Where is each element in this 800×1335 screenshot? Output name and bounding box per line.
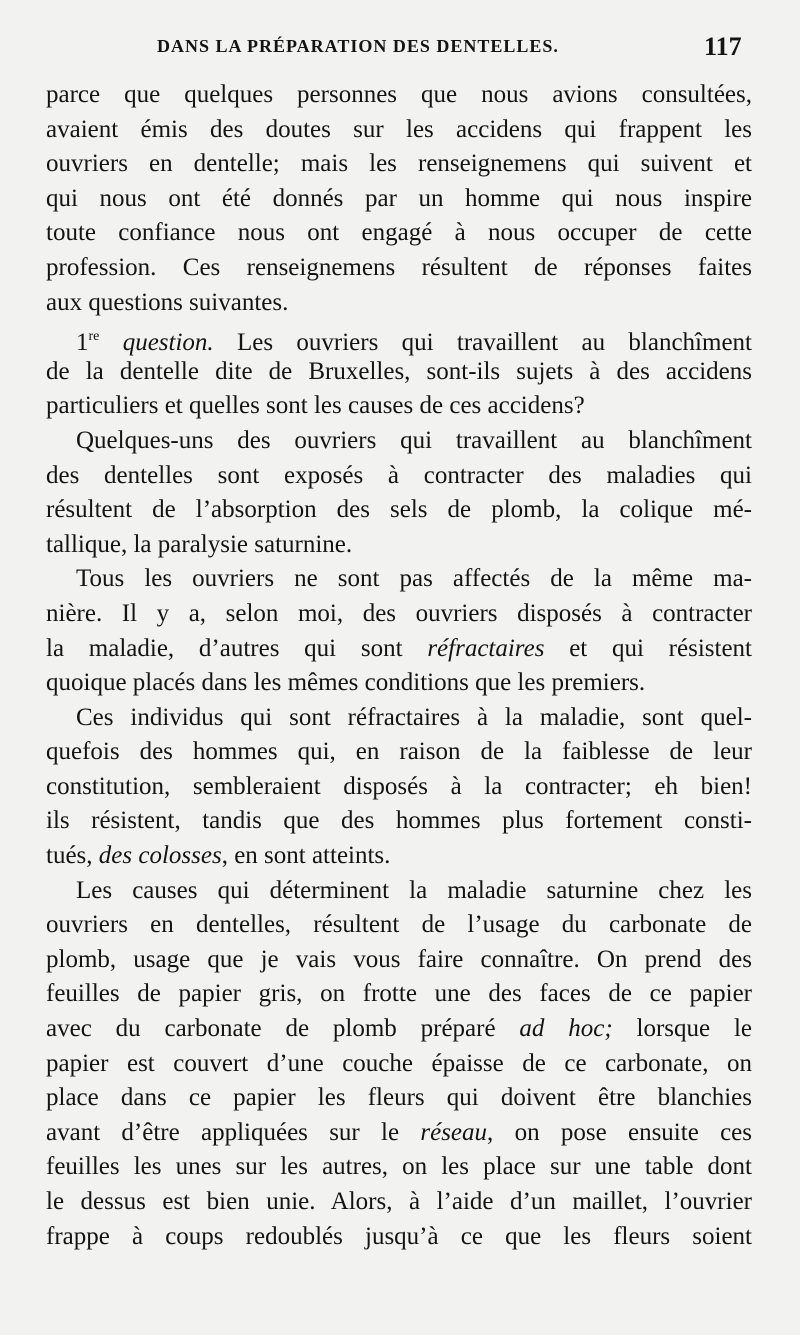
text-line: des dentelles sont exposés à contracter des maladies qui: [46, 461, 752, 489]
text-fragment: , en sont atteints.: [221, 842, 391, 870]
text-line: feuilles les unes sur les autres, on les place sur une table dont: [46, 1153, 752, 1181]
italic-term: réseau: [420, 1118, 488, 1146]
text-line: papier est couvert d’une couche épaisse de ce carbonate, on: [46, 1049, 752, 1077]
text-line: Les causes qui déterminent la maladie saturnine chez les: [76, 876, 752, 904]
text-line: particuliers et quelles sont les causes de ces accidens?: [46, 392, 585, 420]
text-fragment: avant d’être appliquées sur le: [46, 1118, 421, 1146]
text-line: constitution, sembleraient disposés à la contracter; eh bien!: [46, 772, 752, 800]
text-fragment: avec du carbonate de plomb préparé: [46, 1015, 520, 1043]
italic-term: réfractaires: [427, 634, 545, 662]
text-fragment: , on pose ensuite ces: [487, 1118, 752, 1146]
text-line: feuilles de papier gris, on frotte une des faces de ce papier: [46, 980, 752, 1008]
text-line: ouvriers en dentelle; mais les renseignemens qui suivent et: [46, 150, 752, 178]
text-line: tallique, la paralysie saturnine.: [46, 530, 353, 558]
text-line: nière. Il y a, selon moi, des ouvriers disposés à contracter: [46, 599, 752, 627]
text-line: avaient émis des doutes sur les accidens qui frappent les: [46, 115, 752, 143]
text-line: ouvriers en dentelles, résultent de l’usage du carbonate de: [46, 911, 752, 939]
text-line: Tous les ouvriers ne sont pas affectés de la même ma-: [76, 565, 752, 593]
italic-term: ad hoc;: [519, 1015, 613, 1043]
text-line: plomb, usage que je vais vous faire connaître. On prend des: [46, 945, 752, 973]
text-line: parce que quelques personnes que nous avions consultées,: [46, 81, 752, 108]
question-line: [46, 320, 752, 355]
text-line: résultent de l’absorption des sels de plomb, la colique mé-: [46, 496, 752, 524]
text-fragment: tués,: [46, 842, 99, 870]
text-line: frappe à coups redoublés jusqu’à ce que les fleurs soient: [46, 1222, 752, 1250]
page-header: [0, 32, 800, 64]
text-line: [46, 1116, 752, 1151]
text-fragment: lorsque le: [612, 1015, 753, 1043]
italic-term: des colosses: [98, 842, 222, 870]
text-line: aux questions suivantes.: [46, 288, 289, 316]
body-text: [46, 78, 752, 1254]
text-line: [46, 1012, 752, 1047]
text-line: de la dentelle dite de Bruxelles, sont-ils sujets à des accidens: [46, 357, 752, 385]
text-line: quoique placés dans les mêmes conditions que les premiers.: [46, 669, 646, 697]
text-line: quefois des hommes qui, en raison de la faiblesse de leur: [46, 738, 752, 766]
text-line: qui nous ont été donnés par un homme qui nous inspire: [46, 184, 752, 212]
text-line: le dessus est bien unie. Alors, à l’aide d’un maillet, l’ouvrier: [46, 1188, 752, 1215]
text-line: ils résistent, tandis que des hommes plus fortement consti-: [46, 807, 752, 835]
text-line: Ces individus qui sont réfractaires à la maladie, sont quel-: [76, 703, 752, 731]
question-label: question.: [122, 329, 214, 357]
question-ordinal: re: [88, 329, 100, 345]
question-number: 1: [76, 329, 89, 357]
text-line: Quelques-uns des ouvriers qui travaillent au blanchîment: [76, 426, 752, 454]
text-fragment: et qui résistent: [544, 634, 752, 662]
text-fragment: la maladie, d’autres qui sont: [46, 634, 428, 662]
page-number: 117: [704, 32, 742, 61]
running-title: DANS LA PRÉPARATION DES DENTELLES.: [157, 36, 559, 56]
text-line: [46, 839, 752, 874]
question-text: Les ouvriers qui travaillent au blanchîment: [213, 329, 752, 357]
text-line: toute confiance nous ont engagé à nous occuper de cette: [46, 219, 752, 247]
text-line: [46, 632, 752, 667]
text-line: profession. Ces renseignemens résultent de réponses faites: [46, 253, 752, 281]
text-line: place dans ce papier les fleurs qui doivent être blanchies: [46, 1084, 752, 1112]
